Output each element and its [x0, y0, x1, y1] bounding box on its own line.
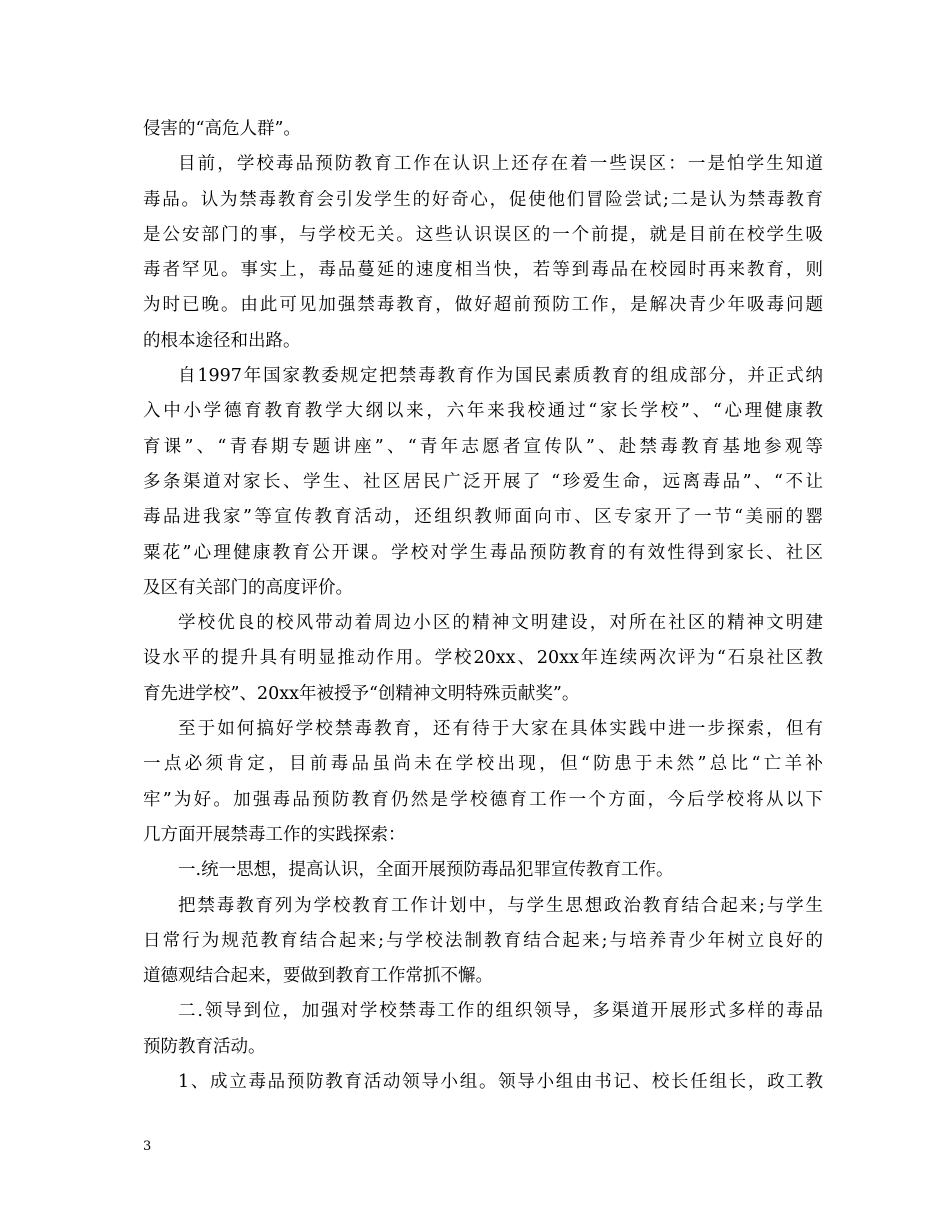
text-line: 毒品进我家”等宣传教育活动，还组织教师面向市、区专家开了一节“美丽的罂 — [143, 507, 823, 528]
text-line: 的根本途径和出路。 — [143, 330, 301, 351]
document-body — [143, 112, 823, 1100]
text-line: 是公安部门的事，与学校无关。这些认识误区的一个前提，就是目前在校学生吸 — [143, 224, 823, 245]
text-line: 日常行为规范教育结合起来;与学校法制教育结合起来;与培养青少年树立良好的 — [143, 930, 823, 951]
text-line: 多条渠道对家长、学生、社区居民广泛开展了 “珍爱生命，远离毒品”、“不让 — [143, 471, 823, 492]
page-number: 3 — [143, 1139, 152, 1154]
text-line: 一点必须肯定，目前毒品虽尚未在学校出现，但“防患于未然”总比“亡羊补 — [143, 754, 823, 775]
text-line: 及区有关部门的高度评价。 — [143, 577, 353, 598]
text-line: 自1997年国家教委规定把禁毒教育作为国民素质教育的组成部分，并正式纳 — [178, 366, 823, 387]
text-line: 入中小学德育教育教学大纲以来，六年来我校通过“家长学校”、“心理健康教 — [143, 401, 823, 422]
text-line: 1、成立毒品预防教育活动领导小组。领导小组由书记、校长任组长，政工教 — [178, 1072, 823, 1093]
text-line: 侵害的“高危人群”。 — [143, 119, 301, 139]
text-line: 毒者罕见。事实上，毒品蔓延的速度相当快，若等到毒品在校园时再来教育，则 — [143, 260, 823, 281]
text-line: 粟花”心理健康教育公开课。学校对学生毒品预防教育的有效性得到家长、社区 — [143, 542, 823, 563]
text-line: 预防教育活动。 — [143, 1036, 266, 1057]
text-line: 育课”、“青春期专题讲座”、“青年志愿者宣传队”、赴禁毒教育基地参观等 — [143, 436, 823, 457]
text-line: 学校优良的校风带动着周边小区的精神文明建设，对所在社区的精神文明建 — [178, 613, 823, 634]
text-line: 几方面开展禁毒工作的实践探索： — [143, 824, 406, 845]
text-line: 为时已晚。由此可见加强禁毒教育，做好超前预防工作，是解决青少年吸毒问题 — [143, 295, 823, 316]
text-line: 至于如何搞好学校禁毒教育，还有待于大家在具体实践中进一步探索，但有 — [178, 719, 823, 740]
text-line: 把禁毒教育列为学校教育工作计划中，与学生思想政治教育结合起来;与学生 — [178, 895, 823, 916]
text-line: 设水平的提升具有明显推动作用。学校20xx、20xx年连续两次评为“石泉社区教 — [143, 648, 823, 669]
text-line: 牢”为好。加强毒品预防教育仍然是学校德育工作一个方面，今后学校将从以下 — [143, 789, 823, 810]
text-line: 一.统一思想，提高认识，全面开展预防毒品犯罪宣传教育工作。 — [178, 860, 674, 881]
text-line: 道德观结合起来，要做到教育工作常抓不懈。 — [143, 966, 493, 987]
text-line: 毒品。认为禁毒教育会引发学生的好奇心，促使他们冒险尝试;二是认为禁毒教育 — [143, 189, 823, 210]
text-line: 育先进学校”、20xx年被授予“创精神文明特殊贡献奖”。 — [143, 683, 580, 704]
text-line: 目前，学校毒品预防教育工作在认识上还存在着一些误区：一是怕学生知道 — [178, 154, 823, 175]
text-line: 二.领导到位，加强对学校禁毒工作的组织领导，多渠道开展形式多样的毒品 — [178, 1001, 823, 1022]
